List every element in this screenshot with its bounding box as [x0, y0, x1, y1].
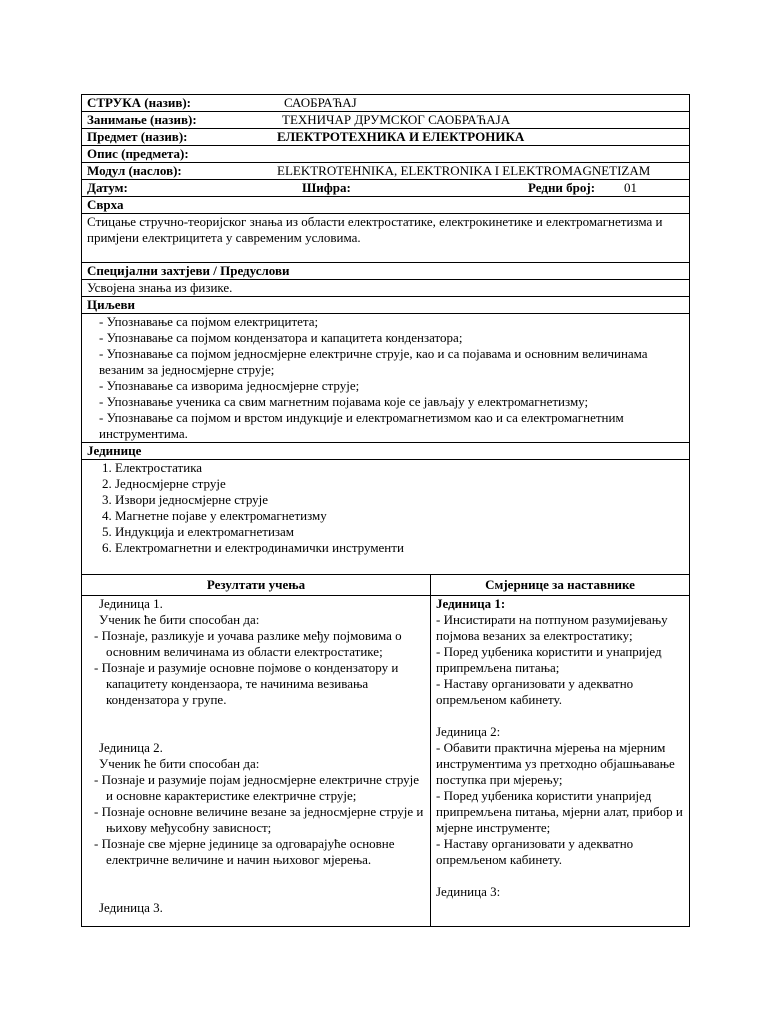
list-item: - Познаје и разумије основне појмове о кондензатору и капацитету кондензаора, те начинима везивања кондензатора у групе. — [94, 660, 399, 707]
guidelines-col-header: Смјернице за наставнике — [431, 575, 690, 596]
results-cell — [82, 596, 431, 927]
list-item: - Упознавање са појмом електрицитета; — [99, 314, 319, 329]
list-item: - Упознавање са појмом кондензатора и капацитета кондензатора; — [99, 330, 463, 345]
struka-label: СТРУКА (назив): — [87, 95, 191, 110]
list-item: - Познаје све мјерне јединице за одговарајуће основне електричне величине и начин њиховог мјерења. — [94, 836, 395, 867]
zanimanje-value: ТЕХНИЧАР ДРУМСКОГ САОБРАЋАЈА — [282, 112, 511, 127]
svrha-cell — [82, 214, 690, 263]
list-item: - Упознавање са појмом и врстом индукције и електромагнетизмом као и са електромагнетним инструментима. — [99, 410, 624, 441]
list-item: 4. Магнетне појаве у електромагнетизму — [115, 508, 684, 524]
preduslovi-heading: Специјални захтјеви / Предуслови — [82, 263, 690, 280]
guide-unit-1-list — [436, 612, 684, 708]
list-item: 2. Једносмјерне струје — [115, 476, 684, 492]
list-item: - Поред уџбеника користити унапријед припремљена питања, мјерни алат, прибор и мјерне инструменте; — [436, 788, 683, 835]
jedinice-list — [87, 460, 684, 556]
modul-label: Модул (наслов): — [87, 163, 182, 178]
list-item: - Упознавање ученика са свим магнетним појавама које се јављају у електромагнетизму; — [99, 394, 589, 409]
list-item: 6. Електромагнетни и електродинамички инструменти — [115, 540, 684, 556]
guide-unit-3-title: Јединица 3: — [436, 884, 501, 899]
results-col-header: Резултати учења — [82, 575, 431, 596]
unit-2-title: Јединица 2. — [99, 740, 163, 755]
struka-value: САОБРАЋАЈ — [284, 95, 357, 110]
list-item: - Обавити практична мјерења на мјерним инструментима уз претходно објашњавање поступка при мјерењу; — [436, 740, 675, 787]
guide-unit-1-title: Јединица 1: — [436, 596, 506, 611]
list-item: - Упознавање са појмом једносмјерне електричне струје, као и са појавама и основним величинама везаним за једносмјерне струје; — [99, 346, 648, 377]
predmet-label: Предмет (назив): — [87, 129, 188, 144]
list-item: - Наставу организовати у адекватно опремљеном кабинету. — [436, 836, 634, 867]
struka-row — [82, 95, 690, 112]
svrha-heading: Сврха — [82, 197, 690, 214]
preduslovi-text: Усвојена знања из физике. — [82, 280, 690, 297]
unit-1-intro: Ученик ће бити способан да: — [99, 612, 260, 627]
redni-label: Редни број: — [528, 180, 596, 195]
unit-2-outcomes — [94, 772, 425, 868]
list-item: 3. Извори једносмјерне струје — [115, 492, 684, 508]
list-item: - Инсистирати на потпуном разумијевању појмова везаних за електростатику; — [436, 612, 668, 643]
jedinice-cell — [82, 460, 690, 575]
header-table — [81, 94, 690, 575]
unit-2-intro: Ученик ће бити способан да: — [99, 756, 260, 771]
list-item: - Наставу организовати у адекватно опремљеном кабинету. — [436, 676, 634, 707]
modul-row — [82, 163, 690, 180]
sifra-label: Шифра: — [302, 180, 351, 195]
list-item: - Познаје, разликује и уочава разлике међу појмовима о основним величинама из области електростатике; — [94, 628, 402, 659]
predmet-value: ЕЛЕКТРОТЕХНИКА И ЕЛЕКТРОНИКА — [277, 129, 525, 144]
svrha-text: Стицање стручно-теоријског знања из области електростатике, електрокинетике и електромагнетизма и примјени електрицитета у савременим условима. — [87, 214, 663, 245]
ciljevi-heading: Циљеви — [82, 297, 690, 314]
curriculum-document — [81, 94, 689, 927]
zanimanje-label: Занимање (назив): — [87, 112, 197, 127]
list-item: 5. Индукција и електромагнетизам — [115, 524, 684, 540]
ciljevi-cell — [82, 314, 690, 443]
guide-unit-2-title: Јединица 2: — [436, 724, 501, 739]
results-table — [81, 574, 690, 927]
list-item: - Познаје и разумије појам једносмјерне електричне струје и основне карактеристике електричне струје; — [94, 772, 420, 803]
zanimanje-row — [82, 112, 690, 129]
unit-3-title: Јединица 3. — [99, 900, 163, 915]
opis-label: Опис (предмета): — [87, 146, 189, 161]
opis-row — [82, 146, 690, 163]
unit-1-title: Јединица 1. — [99, 596, 163, 611]
predmet-row — [82, 129, 690, 146]
guidelines-cell — [431, 596, 690, 927]
modul-value: ELEKTROTEHNIKA, ELEKTRONIKA I ELEKTROMAGNETIZAM — [277, 163, 651, 178]
datum-label: Датум: — [87, 180, 128, 195]
redni-value: 01 — [624, 180, 637, 195]
list-item: 1. Електростатика — [115, 460, 684, 476]
list-item: - Познаје основне величине везане за једносмјерне струје и њихову међусобну зависност; — [94, 804, 424, 835]
ciljevi-list — [87, 314, 684, 442]
unit-1-outcomes — [94, 628, 425, 708]
datum-row — [82, 180, 690, 197]
guide-unit-2-list — [436, 740, 684, 868]
list-item: - Поред уџбеника користити и унапријед припремљена питања; — [436, 644, 662, 675]
list-item: - Упознавање са изворима једносмјерне струје; — [99, 378, 360, 393]
jedinice-heading: Јединице — [82, 443, 690, 460]
